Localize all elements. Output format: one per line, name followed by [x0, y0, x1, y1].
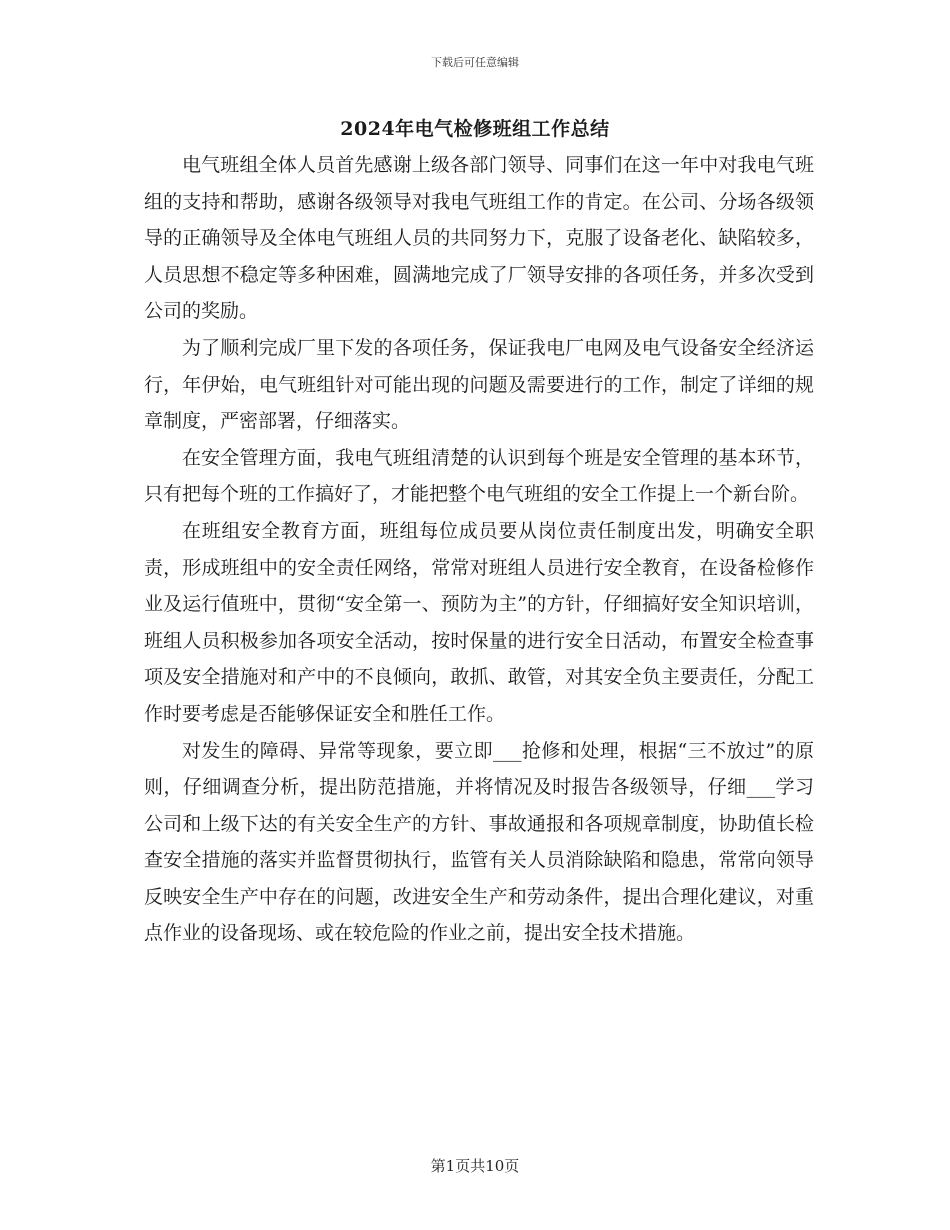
page-number-footer: 第1页共10页 — [430, 1157, 520, 1175]
paragraph-2: 为了顺利完成厂里下发的各项任务，保证我电厂电网及电气设备安全经济运行，年伊始，电气班组针对可能出现的问题及需要进行的工作，制定了详细的规章制度，严密部署，仔细落实。 — [144, 336, 814, 433]
document-title: 2024年电气检修班组工作总结 — [340, 118, 610, 140]
document-body — [144, 147, 814, 952]
paragraph-5: 对发生的障碍、异常等现象，要立即___抢修和处理，根据“三不放过”的原则，仔细调查分析，提出防范措施，并将情况及时报告各级领导，仔细___学习公司和上级下达的有关安全生产的方针、事故通报和各项规章制度，协助值长检查安全措施的落实并监督贯彻执行，监管有关人员消除缺陷和隐患，常常向领导反映安全生产中存在的问题，改进安全生产和劳动条件，提出合理化建议，对重点作业的设备现场、或在较危险的作业之前，提出安全技术措施。 — [144, 739, 814, 945]
paragraph-3: 在安全管理方面，我电气班组清楚的认识到每个班是安全管理的基本环节，只有把每个班的工作搞好了，才能把整个电气班组的安全工作提上一个新台阶。 — [144, 446, 814, 506]
header-note: 下载后可任意编辑 — [431, 56, 519, 69]
paragraph-1: 电气班组全体人员首先感谢上级各部门领导、同事们在这一年中对我电气班组的支持和帮助，感谢各级领导对我电气班组工作的肯定。在公司、分场各级领导的正确领导及全体电气班组人员的共同努力下，克服了设备老化、缺陷较多，人员思想不稳定等多种困难，圆满地完成了厂领导安排的各项任务，并多次受到公司的奖励。 — [144, 154, 814, 323]
paragraph-4: 在班组安全教育方面，班组每位成员要从岗位责任制度出发，明确安全职责，形成班组中的安全责任网络，常常对班组人员进行安全教育，在设备检修作业及运行值班中，贯彻“安全第一、预防为主”的方针，仔细搞好安全知识培训，班组人员积极参加各项安全活动，按时保量的进行安全日活动，布置安全检查事项及安全措施对和产中的不良倾向，敢抓、敢管，对其安全负主要责任，分配工作时要考虑是否能够保证安全和胜任工作。 — [144, 519, 814, 725]
